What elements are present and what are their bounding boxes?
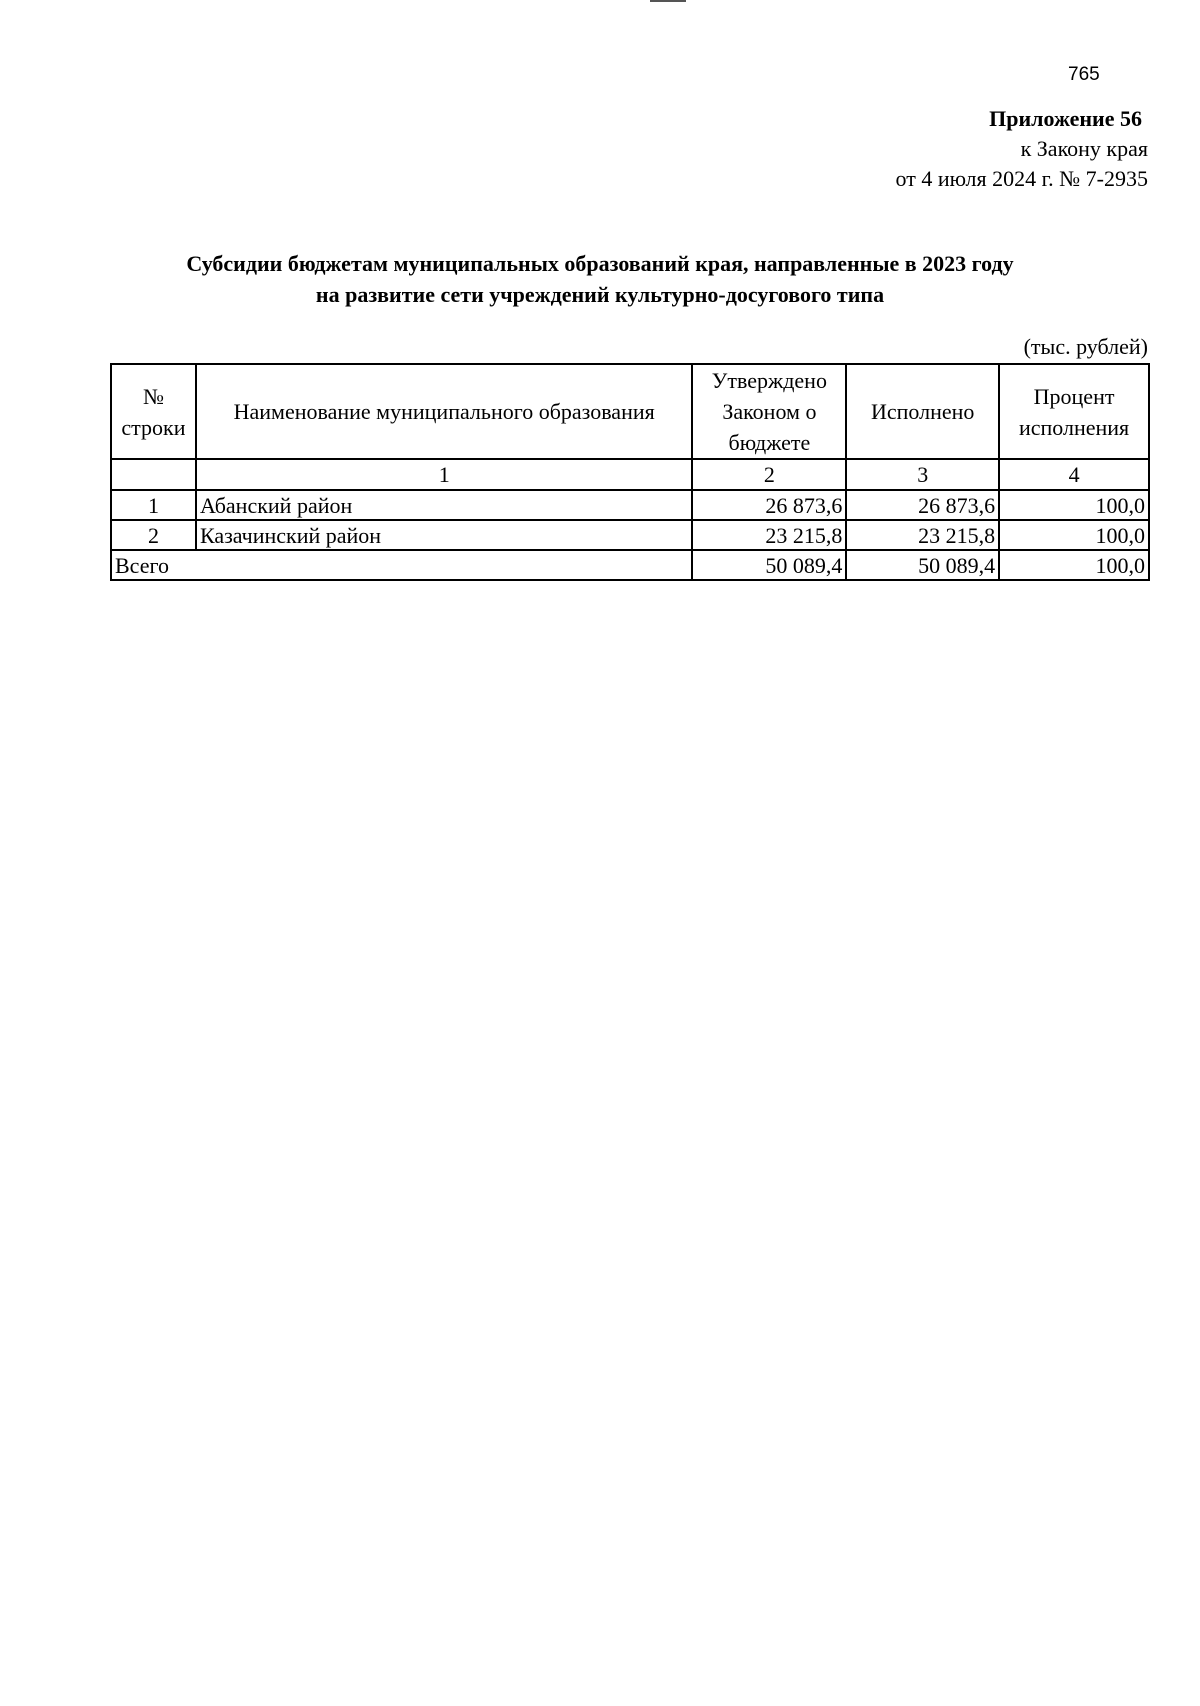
column-index-cell: 2 (692, 459, 846, 490)
header-municipality-name: Наименование муниципального образования (196, 364, 693, 459)
column-index-cell: 4 (999, 459, 1149, 490)
total-label: Всего (111, 550, 692, 580)
appendix-title: Приложение 56 (989, 106, 1142, 131)
row-number: 1 (111, 490, 196, 520)
column-index-row (111, 459, 1149, 490)
header-percent: Процент исполнения (999, 364, 1149, 459)
percent-value: 100,0 (999, 520, 1149, 550)
table-header-row (111, 364, 1149, 459)
column-index-cell: 1 (196, 459, 693, 490)
executed-value: 26 873,6 (846, 490, 999, 520)
percent-value: 100,0 (999, 490, 1149, 520)
unit-note: (тыс. рублей) (1023, 334, 1148, 359)
header-row-number: № строки (111, 364, 196, 459)
column-index-cell (111, 459, 196, 490)
scan-mark (650, 0, 686, 2)
appendix-block (896, 104, 1148, 194)
document-title (100, 248, 1100, 310)
total-row (111, 550, 1149, 580)
document-title-line-1: Субсидии бюджетам муниципальных образований края, направленные в 2023 году (186, 251, 1014, 276)
total-executed: 50 089,4 (846, 550, 999, 580)
budget-table (110, 363, 1150, 581)
appendix-law-ref: к Закону края (1020, 136, 1148, 161)
column-index-cell: 3 (846, 459, 999, 490)
page-number: 765 (1068, 64, 1100, 85)
approved-value: 23 215,8 (692, 520, 846, 550)
header-approved: Утверждено Законом о бюджете (692, 364, 846, 459)
executed-value: 23 215,8 (846, 520, 999, 550)
approved-value: 26 873,6 (692, 490, 846, 520)
table-row (111, 520, 1149, 550)
total-percent: 100,0 (999, 550, 1149, 580)
total-approved: 50 089,4 (692, 550, 846, 580)
appendix-date: от 4 июля 2024 г. № 7-2935 (895, 166, 1148, 191)
document-title-line-2: на развитие сети учреждений культурно-досугового типа (315, 282, 885, 307)
row-number: 2 (111, 520, 196, 550)
header-executed: Исполнено (846, 364, 999, 459)
municipality-name: Казачинский район (196, 520, 693, 550)
municipality-name: Абанский район (196, 490, 693, 520)
table-row (111, 490, 1149, 520)
